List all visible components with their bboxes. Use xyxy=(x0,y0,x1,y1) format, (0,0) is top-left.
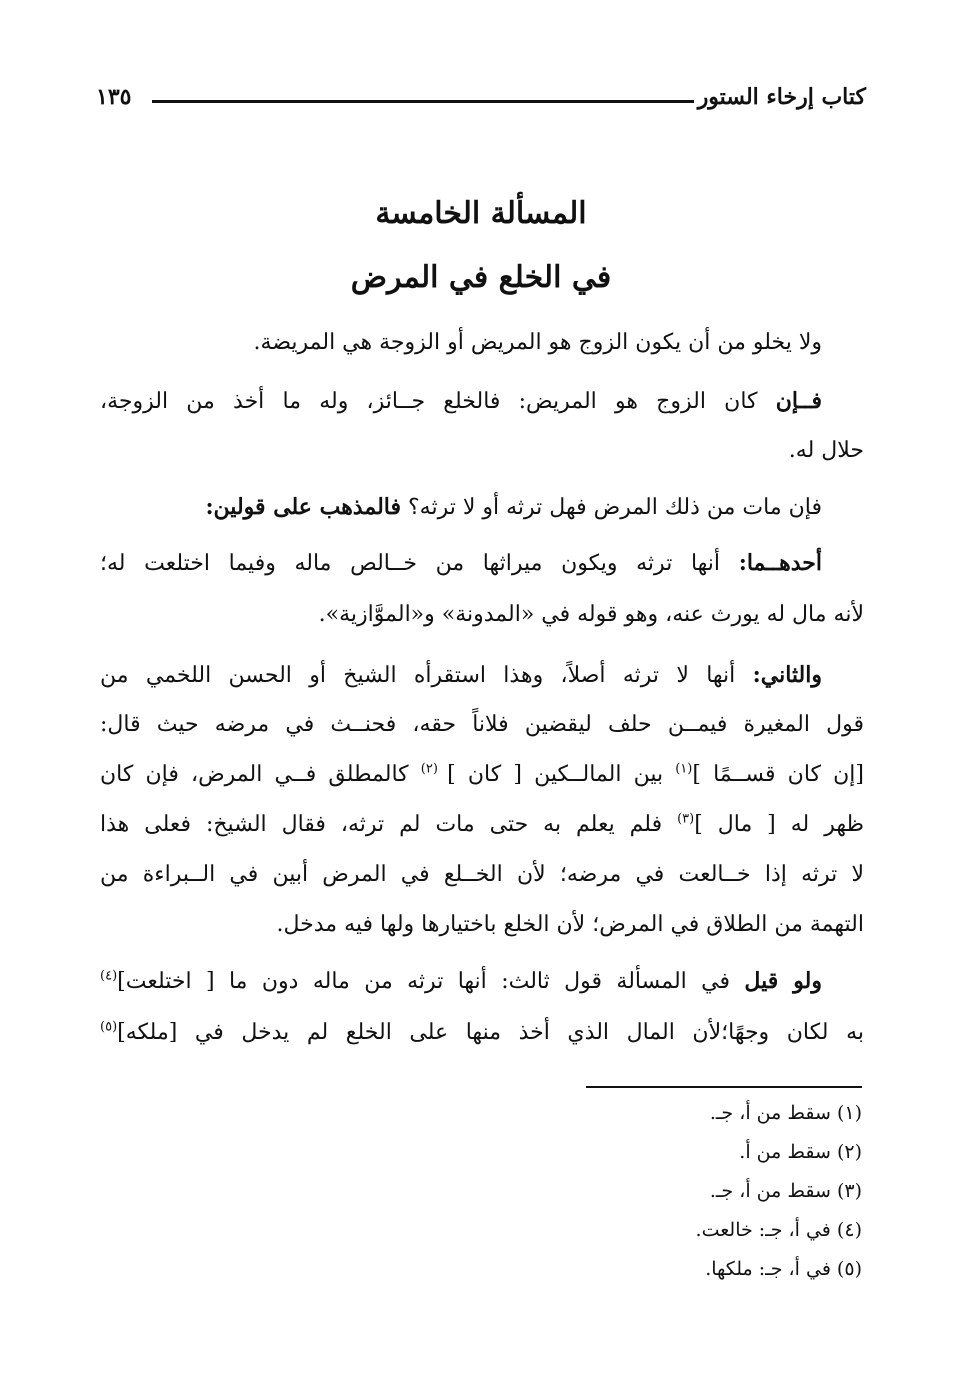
footnote-ref[interactable]: (٣) xyxy=(677,811,695,827)
paragraph-text: بين المالــكين [ كان ] xyxy=(447,762,676,787)
paragraph-text: كالمطلق فــي المرض، فإن كان xyxy=(100,762,421,787)
paragraph-text: فإن مات من ذلك المرض فهل ترثه أو لا ترثه؟ xyxy=(408,495,822,520)
paragraph-text: حلال له. xyxy=(788,438,864,463)
paragraph-text: أنها ترثه ويكون ميراثها من خــالص ماله وفيما اختلعت له؛ xyxy=(100,551,721,576)
paragraph-5-line-2 xyxy=(100,710,864,740)
paragraph-5-line-6 xyxy=(100,910,864,940)
paragraph-5-line-3 xyxy=(100,760,864,790)
paragraph-5-line-5 xyxy=(100,860,864,890)
footnote-3: (٣) سقط من أ، جـ. xyxy=(709,1180,862,1202)
paragraph-lead: فــإن xyxy=(775,388,822,414)
footnote-1: (١) سقط من أ، جـ. xyxy=(709,1102,862,1124)
issue-heading: المسألة الخامسة xyxy=(375,196,587,231)
footnote-2: (٢) سقط من أ. xyxy=(739,1141,862,1163)
paragraph-4-line-1 xyxy=(100,548,822,579)
paragraph-5-line-4 xyxy=(100,810,864,840)
paragraph-2-line-2 xyxy=(100,436,864,466)
footnote-ref[interactable]: (٢) xyxy=(420,761,448,777)
footnote-ref[interactable]: (٥) xyxy=(100,1019,118,1035)
footnote-5: (٥) في أ، جـ: ملكها. xyxy=(705,1258,862,1280)
paragraph-text: فلم يعلم به حتى مات لم ترثه، فقال الشيخ: فعلى هذا xyxy=(100,812,678,837)
footnote-4: (٤) في أ، جـ: خالعت. xyxy=(695,1219,862,1241)
paragraph-6-line-2 xyxy=(100,1018,864,1048)
running-header xyxy=(96,82,866,118)
paragraph-text: به لكان وجهًا؛لأن المال الذي أخذ منها على الخلع لم يدخل في [ملكه] xyxy=(117,1020,864,1045)
paragraph-4-line-2 xyxy=(100,600,864,630)
paragraph-5-line-1 xyxy=(100,660,822,691)
page-number: ١٣٥ xyxy=(96,84,132,110)
footnote-separator xyxy=(586,1086,862,1088)
paragraph-text: لا ترثه إذا خــالعت في مرضه؛ لأن الخــلع في المرض أبين في الــبراءة من xyxy=(100,862,864,887)
paragraph-text: لأنه مال له يورث عنه، وهو قوله في «المدونة» و«الموَّازية». xyxy=(318,602,864,627)
header-rule xyxy=(152,100,694,103)
paragraph-text: التهمة من الطلاق في المرض؛ لأن الخلع باختيارها ولها فيه مدخل. xyxy=(276,912,864,937)
paragraph-text: ظهر له [ مال ] xyxy=(694,812,864,837)
book-title: كتاب إرخاء الستور xyxy=(697,84,866,110)
paragraph-text: أنها لا ترثه أصلاً، وهذا استقرأه الشيخ أو الحسن اللخمي من xyxy=(100,663,736,688)
topic-heading: في الخلع في المرض xyxy=(350,260,612,295)
footnote-ref[interactable]: (١) xyxy=(675,761,693,777)
paragraph-lead: أحدهــما: xyxy=(738,550,822,576)
paragraph-bold-phrase: فالمذهب على قولين: xyxy=(205,494,401,520)
paragraph-text: ولا يخلو من أن يكون الزوج هو المريض أو الزوجة هي المريضة. xyxy=(253,330,822,355)
paragraph-lead: والثاني: xyxy=(752,662,822,688)
footnote-ref[interactable]: (٤) xyxy=(100,968,118,984)
paragraph-text: كان الزوج هو المريض: فالخلع جــائز، وله ما أخذ من الزوجة، xyxy=(100,389,758,414)
paragraph-3 xyxy=(100,492,822,523)
paragraph-text: في المسألة قول ثالث: أنها ترثه من ماله دون ما [ اختلعت] xyxy=(117,969,745,994)
paragraph-text: [إن كان قســمًا ] xyxy=(692,762,864,787)
paragraph-1 xyxy=(100,328,822,358)
paragraph-6-line-1 xyxy=(100,966,822,997)
paragraph-2-line-1 xyxy=(100,386,822,417)
paragraph-lead: ولو قيل xyxy=(744,968,822,994)
paragraph-text: قول المغيرة فيمــن حلف ليقضين فلاناً حقه، فحنــث في مرضه حيث قال: xyxy=(100,712,864,737)
